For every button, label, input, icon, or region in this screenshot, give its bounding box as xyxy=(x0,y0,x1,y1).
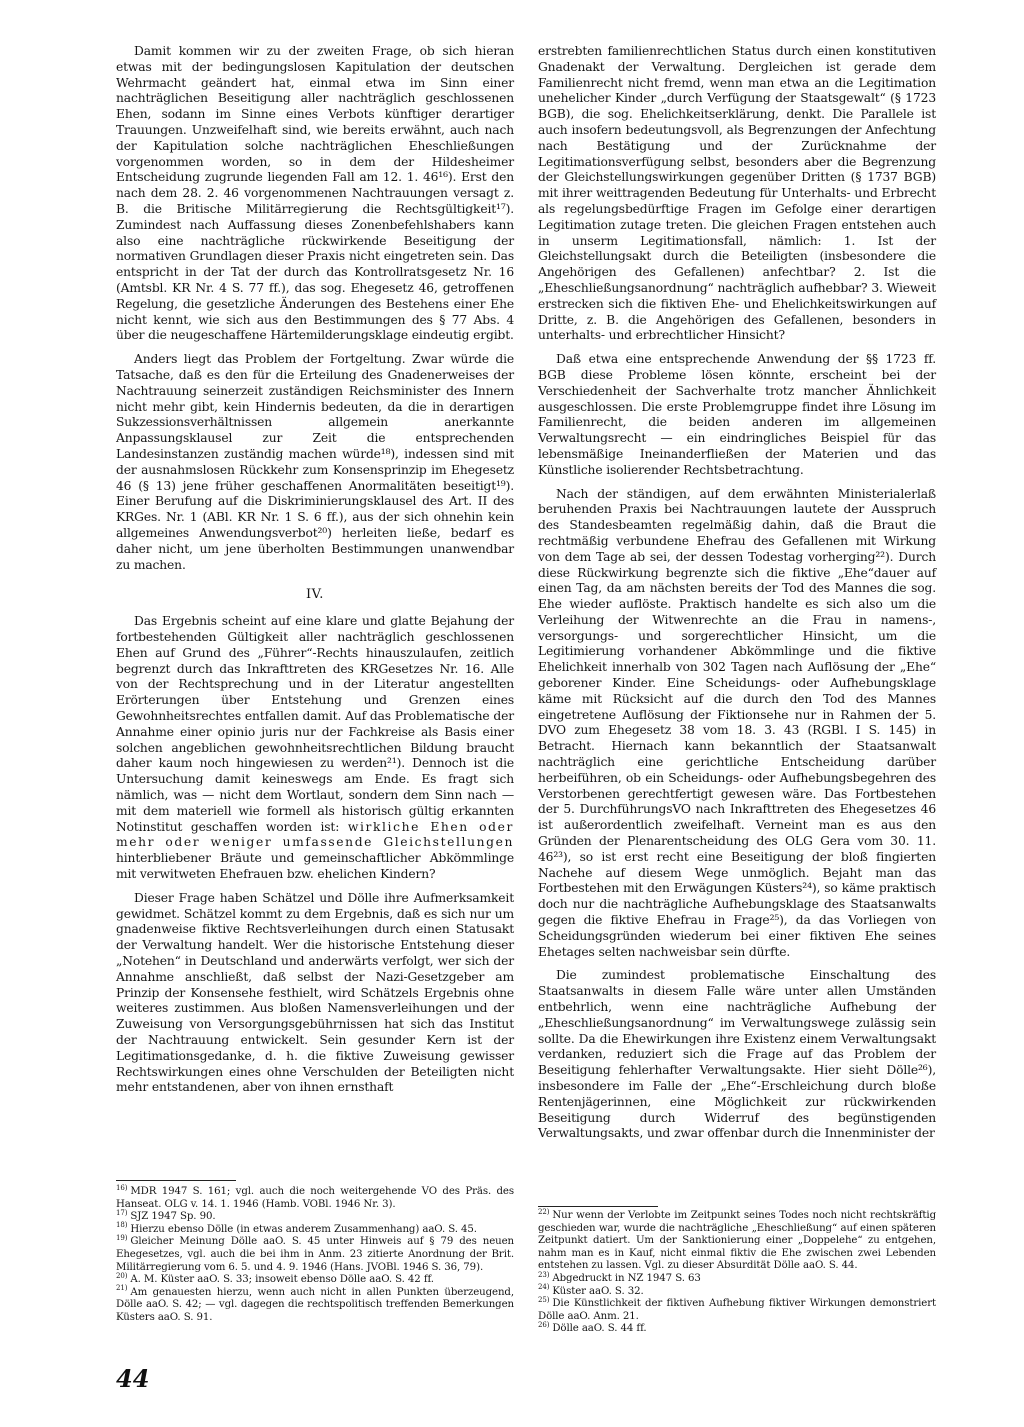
paragraph xyxy=(116,614,514,883)
footnote-text: Küster aaO. S. 32. xyxy=(552,1285,644,1297)
footnote xyxy=(116,1284,514,1325)
paragraph: erstrebten familienrechtlichen Status durch einen konstitutiven Gnadenakt der Verwaltung. Dergleichen ist gerade dem Familienrecht nicht fremd, wenn man etwa an die Legitimation unehelicher Kinder „durch Verfügung der Staatsgewalt“ (§ 1723 BGB), die sog. Ehelichkeitserklärung, denkt. Die Parallele ist auch insofern bedeutungsvoll, als Begrenzungen der Anfechtung nach Bestätigung und der Zurücknahme der Legitimationsverfügung selbst, besonders aber die Begrenzung der Gleichstellungswirkungen gegenüber Dritten (§ 1737 BGB) mit ihrer weittragenden Bedeutung für Unterhalts- und Erbrecht als regelungsbedürftige Fragen im Gefolge einer derartigen Legitimation zutage treten. Die gleichen Fragen entstehen auch in unserm Legitimationsfall, nämlich: 1. Ist der Gleichstellungsakt durch die Beteiligten (insbesondere die Angehörigen des Gefallenen) anfechtbar? 2. Ist die „Eheschließungsanordnung“ nachträglich aufhebbar? 3. Wieweit erstrecken sich die fiktiven Ehe- und Ehelichkeitswirkungen auf Dritte, z. B. die Angehörigen des Gefallenen, besonders in unterhalts- und erbrechtlicher Hinsicht? xyxy=(538,44,936,343)
footnote xyxy=(116,1208,514,1224)
footnote-text: Hierzu ebenso Dölle (in etwas anderem Zusammenhang) aaO. S. 45. xyxy=(130,1223,477,1235)
footnote-text: Dölle aaO. S. 44 ff. xyxy=(552,1323,647,1335)
footnote xyxy=(116,1233,514,1274)
footnote xyxy=(116,1183,514,1211)
footnote-number: 25) xyxy=(538,1295,550,1304)
left-column xyxy=(116,44,514,1096)
footnote-text: Abgedruckt in NZ 1947 S. 63 xyxy=(552,1272,701,1284)
footnote-number: 16) xyxy=(116,1183,128,1192)
paragraph: Nach der ständigen, auf dem erwähnten Ministerialerlaß beruhenden Praxis bei Nachtrauungen lautete der Ausspruch des Standesbeamten regelmäßig dahin, daß die Braut die rechtmäßig verbundene Ehefrau des Gefallenen mit Wirkung von dem Tage ab sei, der dessen Todestag vorherging²²). Durch diese Rückwirkung begrenzte sich die fiktive „Ehe“dauer auf einen Tag, da am nächsten bereits der Tod des Mannes die sog. Ehe wieder auflöste. Praktisch handelte es sich also um die Verleihung der Witwenrechte an die Frau in namens-, versorgungs- und sorgerechtlicher Hinsicht, um die Legitimierung vorhandener Abkömmlinge und die fiktive Ehelichkeit innerhalb von 302 Tagen nach Auflösung der „Ehe“ geborener Kinder. Eine Scheidungs- oder Aufhebungsklage käme mit Rücksicht auf die durch den Tod des Mannes eingetretene Auflösung der Fiktionsehe nur in Rahmen der 5. DVO zum Ehegesetz 38 vom 18. 3. 43 (RGBl. I S. 145) in Betracht. Hiernach kann bekanntlich der Staatsanwalt nachträglich eine gerichtliche Entscheidung darüber herbeiführen, ob ein Scheidungs- oder Aufhebungsbegehren des Verstorbenen gerechtfertigt gewesen wäre. Das Fortbestehen der 5. DurchführungsVO nach Inkrafttreten des Ehegesetzes 46 ist außerordentlich zweifelhaft. Verneint man es aus den Gründen der Plenarentscheidung des OLG Gera vom 30. 11. 46²³), so ist erst recht eine Beseitigung der bloß fingierten Nachehe auf diesem Wege unmöglich. Bejaht man das Fortbestehen mit den Erwägungen Küsters²⁴), so käme praktisch doch nur die nachträgliche Aufhebungsklage des Staatsanwalts gegen die fiktive Ehefrau in Frage²⁵), da das Vorliegen von Scheidungsgründen wiederum bei einer fiktiven Ehe seines Ehetages selten nachweisbar sein dürfte. xyxy=(538,486,936,959)
footnotes-left xyxy=(116,1183,514,1325)
footnote-number: 20) xyxy=(116,1271,128,1280)
footnotes-right xyxy=(538,1207,936,1336)
footnote xyxy=(538,1283,936,1299)
paragraph-text: hinterbliebener Bräute und gemeinschaftlicher Abkömmlinge mit verwitweten Ehefrauen bzw. ehelichen Kindern? xyxy=(116,851,514,882)
footnote-rule-right xyxy=(538,1206,658,1207)
footnote xyxy=(116,1271,514,1287)
footnote-number: 24) xyxy=(538,1283,550,1292)
footnote-rule-left xyxy=(116,1180,236,1181)
paragraph-text: Das Ergebnis scheint auf eine klare und glatte Bejahung der fortbestehenden Gültigkeit aller nachträglich geschlossenen Ehen auf Grund des „Führer“-Rechts hinauszulaufen, zeitlich begrenzt durch das Inkrafttreten des KRGesetzes Nr. 16. Alle von der Rechtsprechung und in der Literatur angestellten Erörterungen über Entstehung und Grenzen eines Gewohnheitsrechtes entfallen damit. Auf das Problematische der Annahme einer opinio juris nur der Fachkreise als Basis einer solchen angeblichen gewohnheitsrechtlichen Bildung braucht daher kaum noch hingewiesen zu werden²¹). Dennoch ist die Untersuchung damit keineswegs am Ende. Es fragt sich nämlich, was — nicht dem Wortlaut, sondern dem Sinn nach — mit dem materiell wie formell als historisch gültig erkannten Notinstitut geschaffen worden ist: xyxy=(116,614,514,834)
footnote-number: 18) xyxy=(116,1221,128,1230)
footnote xyxy=(538,1295,936,1323)
section-heading: IV. xyxy=(306,587,324,603)
paragraph: Damit kommen wir zu der zweiten Frage, ob sich hieran etwas mit der bedingungslosen Kapitulation der deutschen Wehrmacht geändert hat, einmal etwa im Sinn einer nachträglichen Beseitigung aller nachträglich geschlossenen Ehen, sodann im Sinne eines Verbots künftiger derartiger Trauungen. Unzweifelhaft sind, wie bereits erwähnt, auch nach der Kapitulation solche nachträglichen Eheschließungen vorgenommen worden, so in dem der Hildesheimer Entscheidung zugrunde liegenden Fall am 12. 1. 46¹⁶). Erst den nach dem 28. 2. 46 vorgenommenen Nachtrauungen versagt z. B. die Britische Militärregierung die Rechtsgültigkeit¹⁷). Zumindest nach Auffassung dieses Zonenbefehlshabers kann also eine nachträgliche rückwirkende Beseitigung der normativen Grundlagen dieser Praxis nicht eingetreten sein. Das entspricht in der Tat der durch das Kontrollratsgesetz Nr. 16 (Amtsbl. KR Nr. 4 S. 77 ff.), das sog. Ehegesetz 46, getroffenen Regelung, die gesetzliche Änderungen des Bestehens einer Ehe nicht kennt, wie sich aus den Bestimmungen des § 77 Abs. 4 über die neugeschaffene Härtemilderungsklage eindeutig ergibt. xyxy=(116,44,514,343)
footnote xyxy=(538,1207,936,1273)
footnote-text: Am genauesten hierzu, wenn auch nicht in allen Punkten überzeugend, Dölle aaO. S. 42; — vgl. dagegen die rechtspolitisch treffenden Bemerkungen Küsters aaO. S. 91. xyxy=(116,1286,514,1323)
footnote-text: Die Künstlichkeit der fiktiven Aufhebung fiktiver Wirkungen demonstriert Dölle aaO. Anm. 21. xyxy=(538,1298,936,1322)
emphasized-text: wirkliche Ehen oder mehr oder weniger umfassende Gleichstellungen xyxy=(116,819,514,850)
footnote xyxy=(116,1221,514,1237)
paragraph: Die zumindest problematische Einschaltung des Staatsanwalts in diesem Falle wäre unter allen Umständen entbehrlich, wenn eine nachträgliche Aufhebung der „Eheschließungsanordnung“ im Verwaltungswege zulässig sein sollte. Da die Ehewirkungen ihre Existenz einem Verwaltungsakt verdanken, reduziert sich die Frage auf das Problem der Beseitigung fehlerhafter Verwaltungsakte. Hier sieht Dölle²⁶), insbesondere im Falle der „Ehe“-Erschleichung durch bloße Rentenjägerinnen, eine Möglichkeit zur rückwirkenden Beseitigung durch Widerruf des begünstigenden Verwaltungsakts, und zwar offenbar durch die Innenminister der xyxy=(538,968,936,1141)
paragraph: Daß etwa eine entsprechende Anwendung der §§ 1723 ff. BGB diese Probleme lösen könnte, erscheint bei der Verschiedenheit der Sachverhalte trotz mancher Ähnlichkeit ausgeschlossen. Die erste Problemgruppe findet ihre Lösung im Familienrecht, die beiden anderen im allgemeinen Verwaltungsrecht — ein eindringliches Beispiel für das lebensmäßige Ineinanderfließen der Materien und das Künstliche isolierender Rechtsbetrachtung. xyxy=(538,352,936,477)
footnote-number: 26) xyxy=(538,1320,550,1329)
footnote-text: MDR 1947 S. 161; vgl. auch die noch weitergehende VO des Präs. des Hanseat. OLG v. 14. 1. 1946 (Hamb. VOBl. 1946 Nr. 3). xyxy=(116,1186,514,1210)
right-column xyxy=(538,44,936,1142)
footnote-text: SJZ 1947 Sp. 90. xyxy=(130,1211,216,1223)
paragraph: Dieser Frage haben Schätzel und Dölle ihre Aufmerksamkeit gewidmet. Schätzel kommt zu dem Ergebnis, daß es sich nur um gnadenweise fiktive Rechtsverleihungen durch einen Statusakt der Verwaltung handelt. Wer die historische Entstehung dieser „Notehen“ in Deutschland und anderwärts verfolgt, wer sich der Annahme anschließt, daß selbst der Nazi-Gesetzgeber am Prinzip der Konsensehe festhielt, wird Schätzels Ergebnis ohne weiteres zustimmen. Aus bloßen Namensverleihungen und der Zuweisung von Versorgungsgebührnissen hat sich das Institut der Nachtrauung entwickelt. Sein gesunder Kern ist der Legitimationsgedanke, d. h. die fiktive Zuweisung gewisser Rechtswirkungen eines ohne Verschulden der Beteiligten nicht mehr entstandenen, aber von ihnen ernsthaft xyxy=(116,890,514,1095)
footnote-text: Nur wenn der Verlobte im Zeitpunkt seines Todes noch nicht rechtskräftig geschieden war, wurde die nachträgliche „Eheschließung“ auf einen späteren Zeitpunkt datiert. Um der Sanktionierung einer „Doppelehe“ zu entgehen, nahm man es in Kauf, nicht einmal fiktiv die Ehe zwischen zwei Lebenden entstehen zu lassen. Vgl. zu dieser Absurdität Dölle aaO. S. 44. xyxy=(538,1210,936,1272)
paragraph: Anders liegt das Problem der Fortgeltung. Zwar würde die Tatsache, daß es den für die Erteilung des Gnadenerweises der Nachtrauung seinerzeit zuständigen Reichsminister des Innern nicht mehr gibt, kein Hindernis bedeuten, da die in derartigen Sukzessionsverhältnissen allgemein anerkannte Anpassungsklausel zur Zeit die entsprechenden Landesinstanzen zuständig machen würde¹⁸), indessen sind mit der ausnahmslosen Rückkehr zum Konsensprinzip im Ehegesetz 46 (§ 13) jene früher geschaffenen Anormalitäten beseitigt¹⁹). Einer Berufung auf die Diskriminierungsklausel des Art. II des KRGes. Nr. 1 (ABl. KR Nr. 1 S. 6 ff.), aus der sich ohnehin kein allgemeines Anwendungsverbot²⁰) herleiten ließe, bedarf es daher nicht, um jene überholten Bestimmungen unanwendbar zu machen. xyxy=(116,352,514,572)
footnote-number: 21) xyxy=(116,1284,128,1293)
footnote xyxy=(538,1270,936,1286)
footnote-text: A. M. Küster aaO. S. 33; insoweit ebenso Dölle aaO. S. 42 ff. xyxy=(130,1274,434,1286)
footnote-number: 23) xyxy=(538,1270,550,1279)
footnote-number: 22) xyxy=(538,1207,550,1216)
footnote-text: Gleicher Meinung Dölle aaO. S. 45 unter Hinweis auf § 79 des neuen Ehegesetzes, vgl. auch die bei ihm in Anm. 23 zitierte Anordnung der Brit. Militärregierung vom 6. 5. und 4. 9. 1946 (Hans. JVOBl. 1946 S. 36, 79). xyxy=(116,1236,514,1273)
footnote xyxy=(538,1320,936,1336)
footnote-number: 17) xyxy=(116,1208,128,1217)
footnote-number: 19) xyxy=(116,1233,128,1242)
page-number: 44 xyxy=(116,1364,150,1393)
